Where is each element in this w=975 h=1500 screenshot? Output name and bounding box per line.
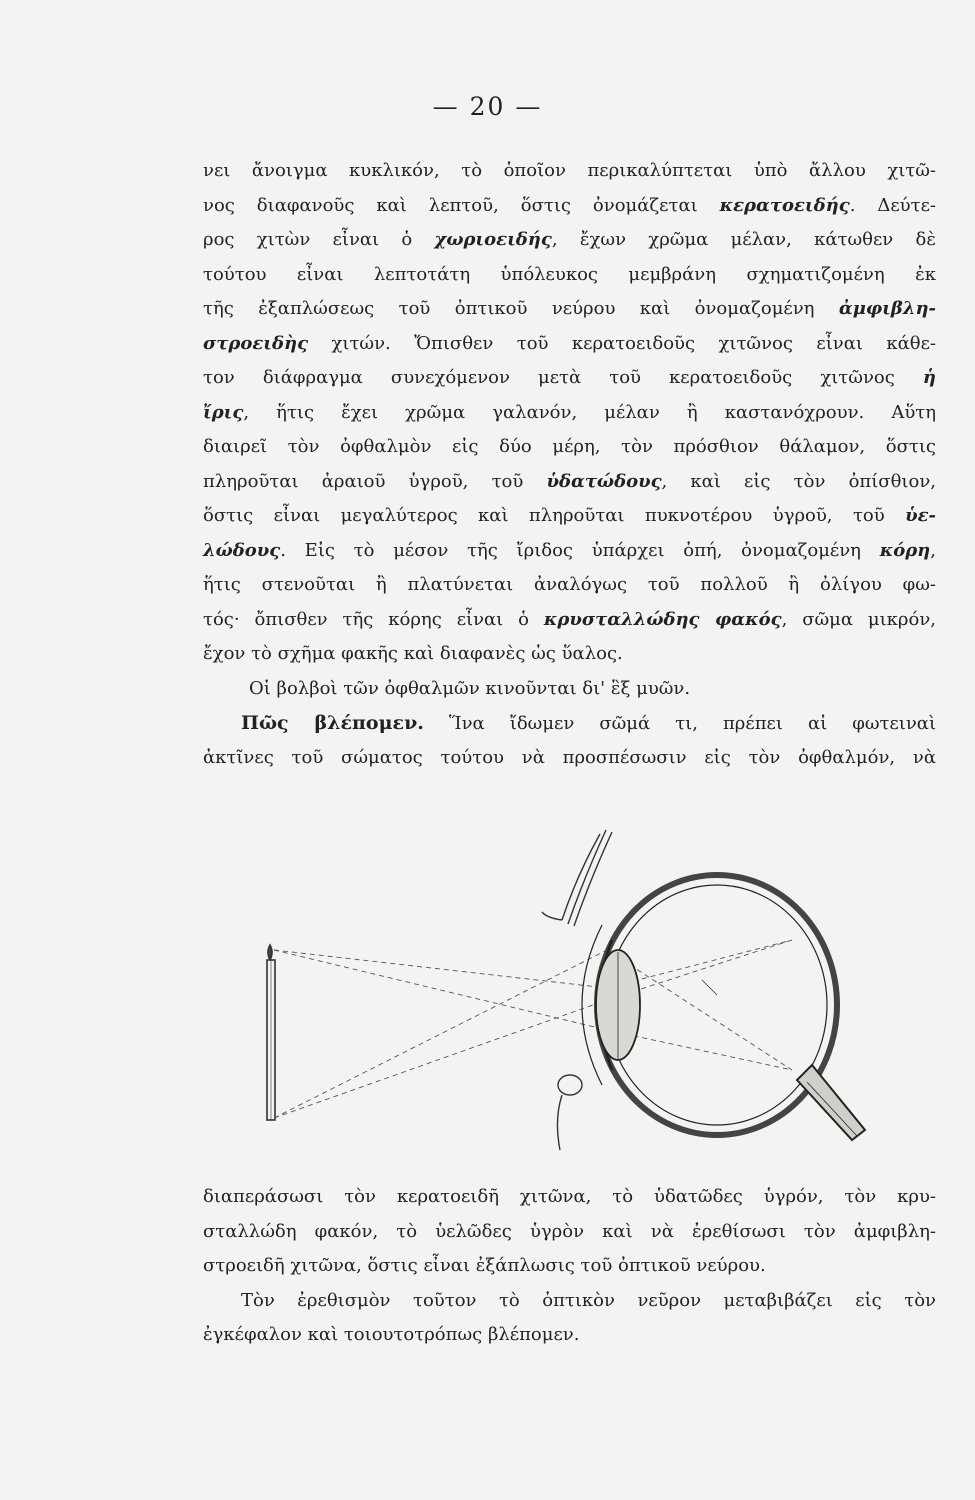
text-line: τον διάφραγμα συνεχόμενον μετὰ τοῦ κερατοειδοῦς χιτῶνος ἡ [203, 367, 936, 388]
text-line: Οἱ βολβοὶ τῶν ὀφθαλμῶν κινοῦνται δι' ἓξ μυῶν. [249, 677, 691, 699]
text-line: στροειδὴς χιτών. Ὄπισθεν τοῦ κερατοειδοῦς χιτῶνος εἶναι κάθε- [203, 332, 936, 354]
term-keratoeides: κερατοειδής [719, 194, 850, 216]
candle-object-illustration [267, 945, 275, 1120]
text-line: στροειδῆ χιτῶνα, ὅστις εἶναι ἐξάπλωσις τοῦ ὀπτικοῦ νεύρου. [203, 1255, 766, 1276]
body-text-bottom [203, 1180, 936, 1353]
term-kori: κόρη [879, 539, 931, 561]
light-rays [274, 940, 792, 1118]
text-line: πληροῦται ἀραιοῦ ὑγροῦ, τοῦ ὑδατώδους, καὶ εἰς τὸν ὀπίσθιον, [203, 470, 936, 492]
text-line: τῆς ἐξαπλώσεως τοῦ ὀπτικοῦ νεύρου καὶ ὀνομαζομένη ἀμφιβλη- [203, 298, 936, 319]
text-line: τούτου εἶναι λεπτοτάτη ὑπόλευκος μεμβράνη σχηματιζομένη ἐκ [203, 263, 936, 285]
text-line: ἀκτῖνες τοῦ σώματος τούτου νὰ προσπέσωσιν εἰς τὸν ὀφθαλμόν, νὰ [203, 746, 936, 768]
page-number: — 20 — [432, 92, 543, 121]
text-line: νει ἄνοιγμα κυκλικόν, τὸ ὁποῖον περικαλύπτεται ὑπὸ ἄλλου χιτῶ- [203, 160, 936, 181]
term-iris: ἴρις [203, 401, 244, 423]
eye-diagram [262, 820, 882, 1180]
term-ydatodes: ὑδατώδους [546, 470, 662, 492]
text-line: Τὸν ἐρεθισμὸν τοῦτον τὸ ὀπτικὸν νεῦρον μεταβιβάζει εἰς τὸν [241, 1289, 936, 1311]
body-text-top [203, 154, 936, 775]
text-line: ἴρις, ἥτις ἔχει χρῶμα γαλανόν, μέλαν ἢ καστανόχρουν. Αὕτη [203, 401, 936, 423]
text-line: διαιρεῖ τὸν ὀφθαλμὸν εἰς δύο μέρη, τὸν πρόσθιον θάλαμον, ὅστις [203, 436, 936, 457]
text-line: λώδους. Εἰς τὸ μέσον τῆς ἴριδος ὑπάρχει ὀπή, ὀνομαζομένη κόρη, [203, 539, 936, 561]
text-line: διαπεράσωσι τὸν κερατοειδῆ χιτῶνα, τὸ ὑδατῶδες ὑγρόν, τὸν κρυ- [203, 1186, 936, 1207]
term-krystallodis-fakos: κρυσταλλώδης φακός [543, 608, 782, 630]
term-yelodes: ὑε- [905, 505, 936, 526]
text-line: σταλλώδη φακόν, τὸ ὑελῶδες ὑγρὸν καὶ νὰ ἐρεθίσωσι τὸν ἀμφιβλη- [203, 1220, 936, 1242]
text-line: ἐγκέφαλον καὶ τοιουτοτρόπως βλέπομεν. [203, 1324, 580, 1345]
text-line: ἔχον τὸ σχῆμα φακῆς καὶ διαφανὲς ὡς ὕαλος. [203, 643, 623, 664]
text-line: νος διαφανοῦς καὶ λεπτοῦ, ὅστις ὀνομάζεται κερατοειδής. Δεύτε- [203, 194, 936, 216]
text-line: ὅστις εἶναι μεγαλύτερος καὶ πληροῦται πυκνοτέρου ὑγροῦ, τοῦ ὑε- [203, 505, 936, 526]
term-amfivlistroeides: ἀμφιβλη- [838, 298, 936, 319]
eyeball-illustration [582, 875, 837, 1135]
text-line: ρος χιτὼν εἶναι ὁ χωριοειδής, ἔχων χρῶμα μέλαν, κάτωθεν δὲ [203, 229, 936, 250]
optic-nerve-illustration [797, 1065, 865, 1140]
section-heading: Πῶς βλέπομεν. [241, 712, 424, 734]
term-chorioeides: χωριοειδής [434, 229, 552, 250]
text-line: ἥτις στενοῦται ἢ πλατύνεται ἀναλόγως τοῦ πολλοῦ ἢ ὀλίγου φω- [203, 574, 936, 595]
section-heading-line: Πῶς βλέπομεν. Ἵνα ἴδωμεν σῶμά τι, πρέπει αἱ φωτειναὶ [241, 712, 937, 734]
text-line: τός· ὄπισθεν τῆς κόρης εἶναι ὁ κρυσταλλώδης φακός, σῶμα μικρόν, [203, 608, 937, 630]
